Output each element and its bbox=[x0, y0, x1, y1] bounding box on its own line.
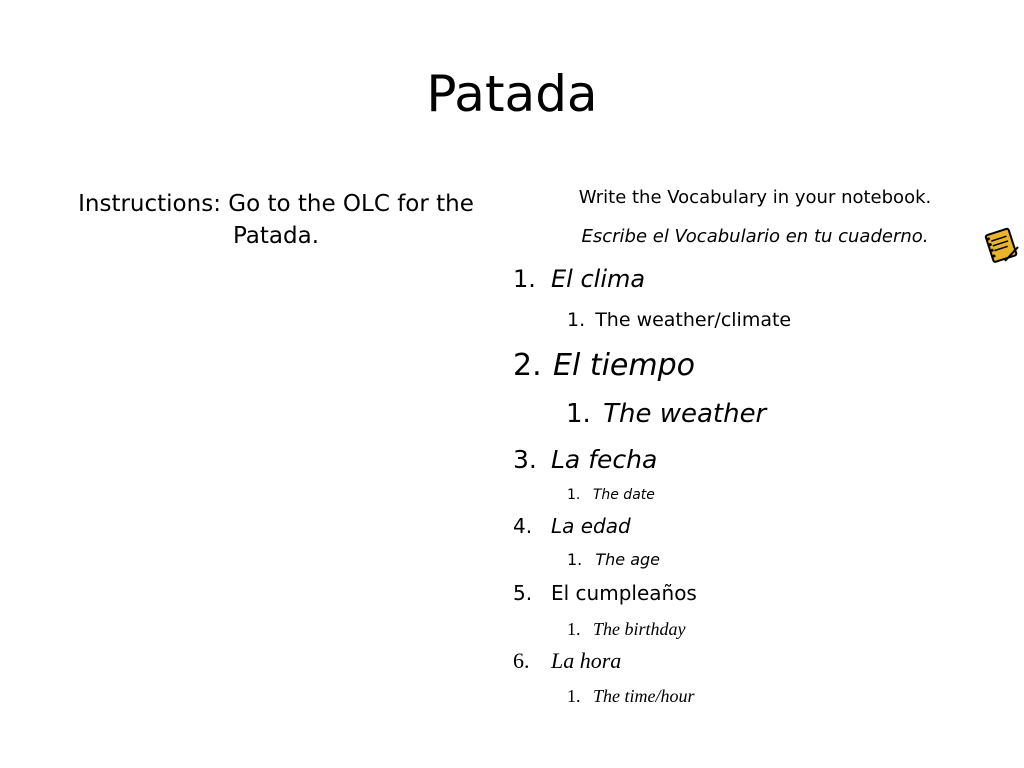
vocab-item-2 bbox=[513, 347, 913, 385]
vocab-word: La fecha bbox=[551, 445, 658, 474]
notebook-pencil-icon bbox=[983, 225, 1021, 265]
meaning-text: The date bbox=[592, 487, 655, 503]
vocab-word: El clima bbox=[551, 265, 646, 293]
vocab-word: La hora bbox=[551, 648, 622, 673]
item-number: 3. bbox=[513, 445, 537, 474]
sub-number: 1. bbox=[567, 309, 586, 331]
vocab-word: La edad bbox=[551, 514, 631, 538]
item-number: 2. bbox=[513, 348, 542, 383]
meaning-text: The weather bbox=[603, 399, 767, 429]
vocab-word: El cumpleaños bbox=[551, 581, 697, 605]
sub-number: 1. bbox=[566, 399, 591, 429]
vocab-meaning-1 bbox=[567, 307, 791, 333]
vocab-meaning-4 bbox=[567, 549, 660, 571]
item-number: 1. bbox=[513, 265, 536, 293]
meaning-text: The age bbox=[595, 550, 661, 569]
vocab-item-5 bbox=[513, 580, 913, 606]
header-english: Write the Vocabulary in your notebook. bbox=[578, 187, 932, 208]
item-number: 5. bbox=[513, 581, 533, 605]
vocab-meaning-5 bbox=[567, 617, 686, 641]
vocab-item-6 bbox=[513, 647, 913, 675]
item-number: 6. bbox=[513, 648, 530, 673]
sub-number: 1. bbox=[567, 619, 581, 639]
sub-number: 1. bbox=[567, 550, 583, 569]
slide-title: Patada bbox=[426, 65, 598, 123]
instructions-text: Instructions: Go to the OLC for the Patada. bbox=[78, 191, 474, 249]
sub-number: 1. bbox=[567, 487, 581, 503]
meaning-text: The birthday bbox=[593, 619, 686, 639]
header-spanish: Escribe el Vocabulario en tu cuaderno. bbox=[581, 226, 929, 247]
vocab-meaning-3 bbox=[567, 485, 655, 505]
vocab-meaning-2 bbox=[566, 397, 766, 431]
item-number: 4. bbox=[513, 514, 533, 538]
meaning-text: The time/hour bbox=[593, 686, 695, 706]
sub-number: 1. bbox=[567, 686, 581, 706]
vocab-item-4 bbox=[513, 513, 913, 539]
vocab-word: El tiempo bbox=[553, 348, 696, 383]
vocab-item-1 bbox=[513, 264, 913, 294]
vocab-item-3 bbox=[513, 444, 913, 476]
meaning-text: The weather/climate bbox=[595, 309, 792, 331]
vocab-meaning-6 bbox=[567, 684, 695, 708]
